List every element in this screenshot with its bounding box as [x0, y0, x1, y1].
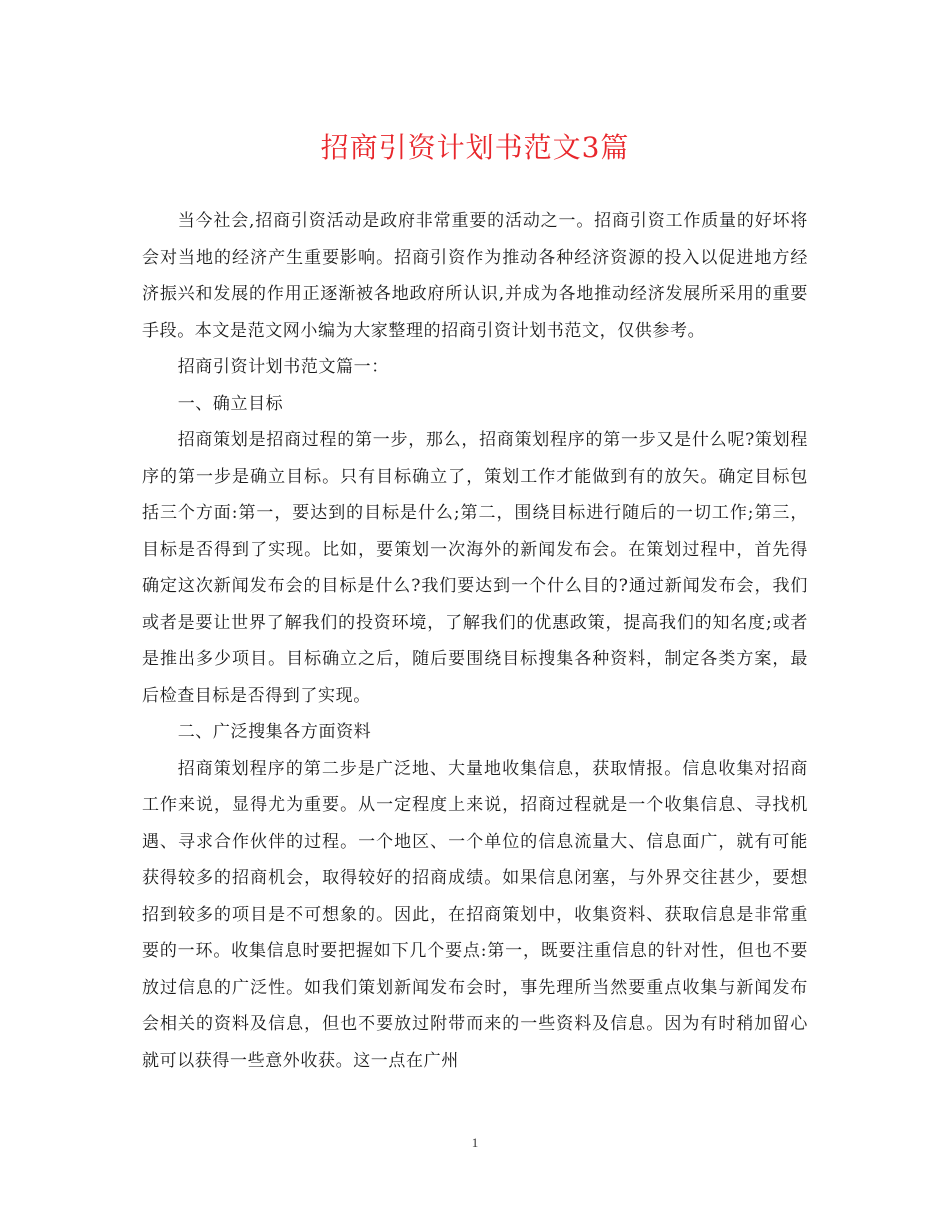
- subheading-collect-data: 二、广泛搜集各方面资料: [177, 722, 372, 742]
- paragraph-collect-data: 招商策划程序的第二步是广泛地、大量地收集信息，获取情报。信息收集对招商工作来说，显得尤为重要。从一定程度上来说，招商过程就是一个收集信息、寻找机遇、寻求合作伙伴的过程。一个地区、一个单位的信息流量大、信息面广，就有可能获得较多的招商机会，取得较好的招商成绩。如果信息闭塞，与外界交往甚少，要想招到较多的项目是不可想象的。因此，在招商策划中，收集资料、获取信息是非常重要的一环。收集信息时要把握如下几个要点:第一，既要注重信息的针对性，但也不要放过信息的广泛性。如我们策划新闻发布会时，事先理所当然要重点收集与新闻发布会相关的资料及信息，但也不要放过附带而来的一些资料及信息。因为有时稍加留心就可以获得一些意外收获。这一点在广州: [142, 758, 808, 1071]
- section-heading-part-one: 招商引资计划书范文篇一：: [177, 357, 389, 377]
- paragraph-intro: 当今社会,招商引资活动是政府非常重要的活动之一。招商引资工作质量的好坏将会对当地的经济产生重要影响。招商引资作为推动各种经济资源的投入以促进地方经济振兴和发展的作用正逐渐被各地政府所认识,并成为各地推动经济发展所采用的重要手段。本文是范文网小编为大家整理的招商引资计划书范文，仅供参考。: [142, 211, 808, 341]
- subheading-set-goals: 一、确立目标: [177, 393, 284, 414]
- document-title: 招商引资计划书范文3篇: [320, 131, 630, 164]
- document-body: [142, 203, 808, 1079]
- page-number: 1: [471, 1135, 479, 1150]
- paragraph-set-goals: 招商策划是招商过程的第一步，那么，招商策划程序的第一步又是什么呢?策划程序的第一步是确立目标。只有目标确立了，策划工作才能做到有的放矢。确定目标包括三个方面:第一，要达到的目标是什么;第二，围绕目标进行随后的一切工作;第三，目标是否得到了实现。比如，要策划一次海外的新闻发布会。在策划过程中，首先得确定这次新闻发布会的目标是什么?我们要达到一个什么目的?通过新闻发布会，我们或者是要让世界了解我们的投资环境，了解我们的优惠政策，提高我们的知名度;或者是推出多少项目。目标确立之后，随后要围绕目标搜集各种资料，制定各类方案，最后检查目标是否得到了实现。: [142, 430, 808, 706]
